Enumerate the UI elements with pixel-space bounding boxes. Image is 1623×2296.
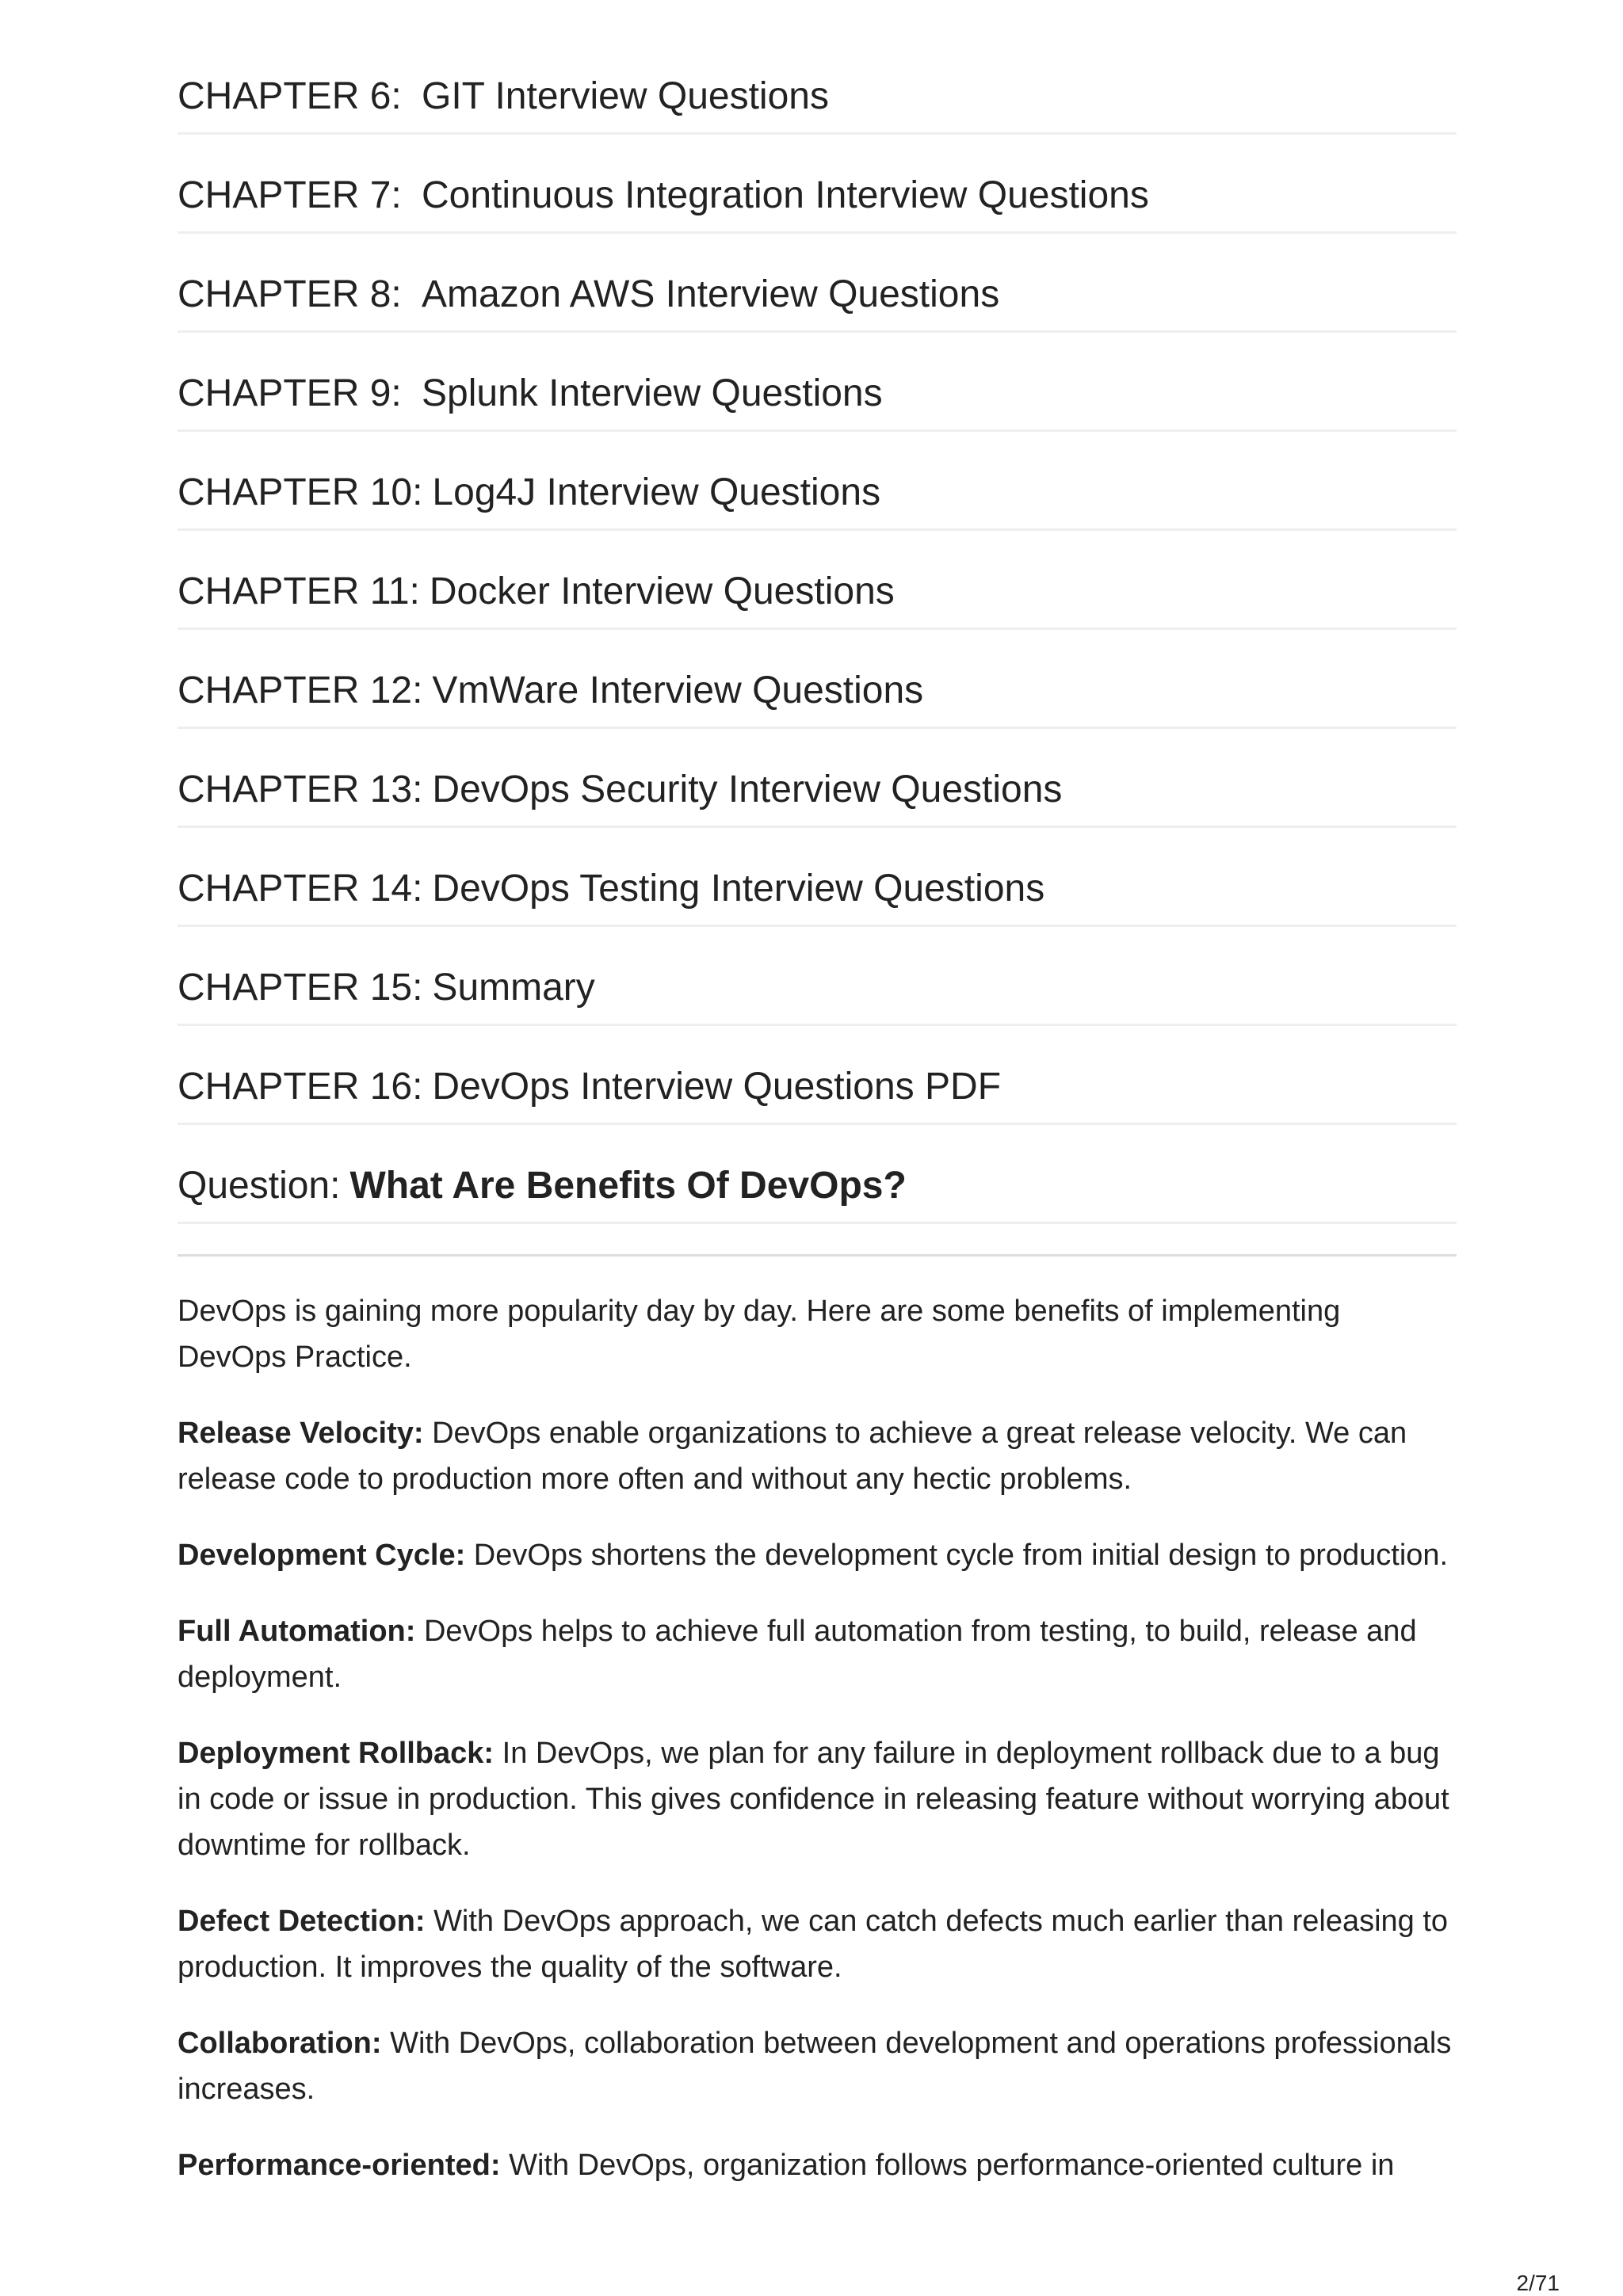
section-divider <box>178 1254 1457 1257</box>
benefit-term: Development Cycle: <box>178 1539 466 1572</box>
benefit-text: In DevOps, we plan for any failure in deployment rollback due to a bug in code or issue in production. This gives confidence in releasing feature without worrying about downtime for rollback. <box>178 1737 1449 1862</box>
toc-chapter-label: CHAPTER 6: <box>178 75 402 117</box>
toc-chapter-title: Summary <box>432 967 595 1009</box>
toc-chapter-title: VmWare Interview Questions <box>432 669 924 711</box>
benefit-term: Release Velocity: <box>178 1417 424 1450</box>
benefit-paragraph <box>178 1730 1457 1868</box>
page-number: 2/71 <box>1516 2271 1560 2295</box>
benefit-text: DevOps enable organizations to achieve a great release velocity. We can release code to production more often and without any hectic problems. <box>178 1417 1407 1496</box>
benefit-paragraph <box>178 2142 1457 2188</box>
table-of-contents <box>178 0 1457 1224</box>
toc-item-chapter-16[interactable] <box>178 1026 1457 1125</box>
toc-chapter-label: CHAPTER 15: <box>178 967 423 1009</box>
toc-chapter-label: CHAPTER 12: <box>178 669 423 711</box>
benefit-term: Performance-oriented: <box>178 2149 501 2182</box>
toc-chapter-label: CHAPTER 7: <box>178 174 402 216</box>
toc-item-question[interactable] <box>178 1125 1457 1224</box>
benefit-text: With DevOps, organization follows performance-oriented culture in <box>509 2149 1395 2182</box>
benefit-text: With DevOps, collaboration between development and operations professionals increases. <box>178 2027 1452 2106</box>
toc-chapter-title: Docker Interview Questions <box>429 570 895 612</box>
toc-item-chapter-13[interactable] <box>178 729 1457 828</box>
toc-chapter-title: Amazon AWS Interview Questions <box>422 273 1000 315</box>
benefit-term: Deployment Rollback: <box>178 1737 495 1770</box>
question-title: What Are Benefits Of DevOps? <box>349 1165 907 1207</box>
toc-chapter-label: CHAPTER 14: <box>178 868 423 910</box>
toc-item-chapter-7[interactable] <box>178 135 1457 234</box>
toc-chapter-label: CHAPTER 16: <box>178 1066 423 1108</box>
document-content <box>178 0 1457 2218</box>
benefit-paragraph <box>178 1608 1457 1700</box>
benefit-text: DevOps shortens the development cycle from initial design to production. <box>473 1539 1449 1572</box>
toc-chapter-label: CHAPTER 10: <box>178 471 423 513</box>
toc-chapter-title: GIT Interview Questions <box>422 75 829 117</box>
benefit-term: Collaboration: <box>178 2027 382 2060</box>
intro-paragraph: DevOps is gaining more popularity day by day. Here are some benefits of implementing DevOps Practice. <box>178 1295 1341 1374</box>
toc-chapter-title: Continuous Integration Interview Questions <box>422 174 1149 216</box>
benefit-text: DevOps helps to achieve full automation from testing, to build, release and deployment. <box>178 1615 1417 1694</box>
benefit-term: Defect Detection: <box>178 1905 426 1938</box>
toc-item-chapter-8[interactable] <box>178 234 1457 333</box>
benefit-paragraph <box>178 1898 1457 1990</box>
toc-item-chapter-14[interactable] <box>178 828 1457 927</box>
toc-chapter-label: CHAPTER 13: <box>178 769 423 810</box>
question-prefix: Question: <box>178 1165 341 1207</box>
benefit-paragraph <box>178 1410 1457 1502</box>
toc-chapter-title: DevOps Testing Interview Questions <box>432 868 1045 910</box>
toc-item-chapter-6[interactable] <box>178 0 1457 135</box>
toc-chapter-label: CHAPTER 8: <box>178 273 402 315</box>
benefit-paragraph <box>178 2020 1457 2112</box>
benefit-text: With DevOps approach, we can catch defects much earlier than releasing to production. It improves the quality of the software. <box>178 1905 1449 1984</box>
toc-chapter-title: DevOps Interview Questions PDF <box>432 1066 1002 1108</box>
toc-item-chapter-9[interactable] <box>178 333 1457 432</box>
toc-chapter-label: CHAPTER 11: <box>178 570 420 612</box>
benefit-term: Full Automation: <box>178 1615 416 1648</box>
toc-item-chapter-15[interactable] <box>178 927 1457 1026</box>
answer-body <box>178 1288 1457 2188</box>
toc-chapter-label: CHAPTER 9: <box>178 372 402 414</box>
toc-chapter-title: Log4J Interview Questions <box>432 471 881 513</box>
benefit-paragraph <box>178 1532 1457 1578</box>
toc-chapter-title: Splunk Interview Questions <box>422 372 883 414</box>
toc-item-chapter-11[interactable] <box>178 531 1457 630</box>
toc-item-chapter-12[interactable] <box>178 630 1457 729</box>
toc-chapter-title: DevOps Security Interview Questions <box>432 769 1063 810</box>
toc-item-chapter-10[interactable] <box>178 432 1457 531</box>
